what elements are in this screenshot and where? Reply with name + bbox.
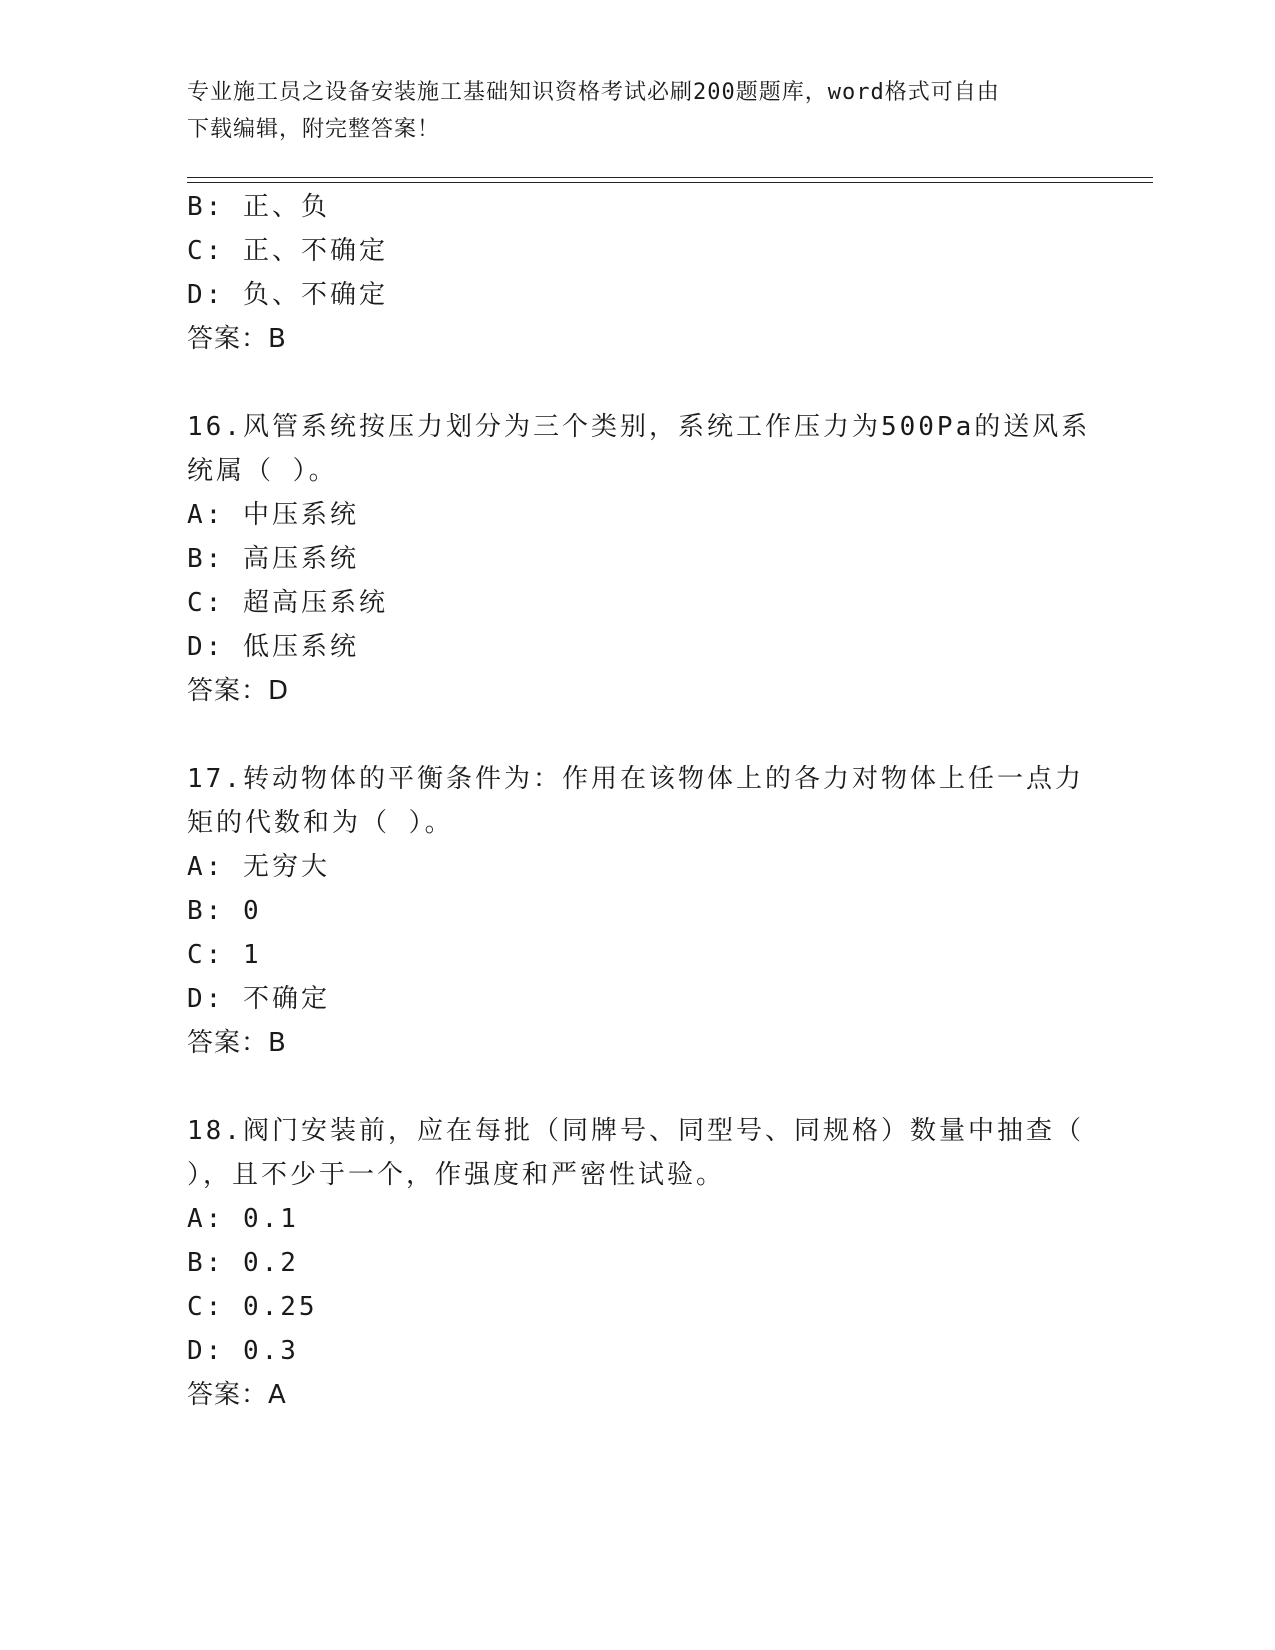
option-d: D: 负、不确定 <box>187 280 388 310</box>
question-18-stem-line-1: 18.阀门安装前，应在每批（同牌号、同型号、同规格）数量中抽查（ <box>187 1116 1084 1146</box>
question-16-answer: 答案：D <box>187 676 290 706</box>
question-16-stem-line-1: 16.风管系统按压力划分为三个类别，系统工作压力为500Pa的送风系 <box>187 412 1091 442</box>
question-16-option-a: A: 中压系统 <box>187 500 359 530</box>
question-17-option-a: A: 无穷大 <box>187 852 330 882</box>
question-17-stem-line-2: 矩的代数和为（ ）。 <box>187 808 454 838</box>
option-c: C: 正、不确定 <box>187 236 388 266</box>
question-16-option-b: B: 高压系统 <box>187 544 359 574</box>
question-16-option-c: C: 超高压系统 <box>187 588 388 618</box>
header-title-line-2: 下载编辑，附完整答案！ <box>187 117 441 142</box>
header-divider-bottom <box>187 182 1153 183</box>
question-17-option-c: C: 1 <box>187 940 262 970</box>
question-17-stem-line-1: 17.转动物体的平衡条件为：作用在该物体上的各力对物体上任一点力 <box>187 764 1084 794</box>
question-18-stem-line-2: ），且不少于一个，作强度和严密性试验。 <box>187 1160 726 1190</box>
option-b: B: 正、负 <box>187 192 330 222</box>
question-16-option-d: D: 低压系统 <box>187 632 359 662</box>
question-18-option-b: B: 0.2 <box>187 1248 299 1278</box>
question-17-option-b: B: 0 <box>187 896 262 926</box>
question-18-answer: 答案：A <box>187 1380 287 1410</box>
question-16-stem-line-2: 统属（ ）。 <box>187 456 338 486</box>
document-header <box>187 74 1087 148</box>
question-18-option-d: D: 0.3 <box>187 1336 299 1366</box>
question-17-option-d: D: 不确定 <box>187 984 330 1014</box>
answer-line: 答案：B <box>187 324 287 354</box>
question-17-answer: 答案：B <box>187 1028 287 1058</box>
header-title-line-1: 专业施工员之设备安装施工基础知识资格考试必刷200题题库，word格式可自由 <box>187 80 1000 105</box>
header-divider-top <box>187 177 1153 178</box>
question-18-option-a: A: 0.1 <box>187 1204 299 1234</box>
question-18-option-c: C: 0.25 <box>187 1292 318 1322</box>
